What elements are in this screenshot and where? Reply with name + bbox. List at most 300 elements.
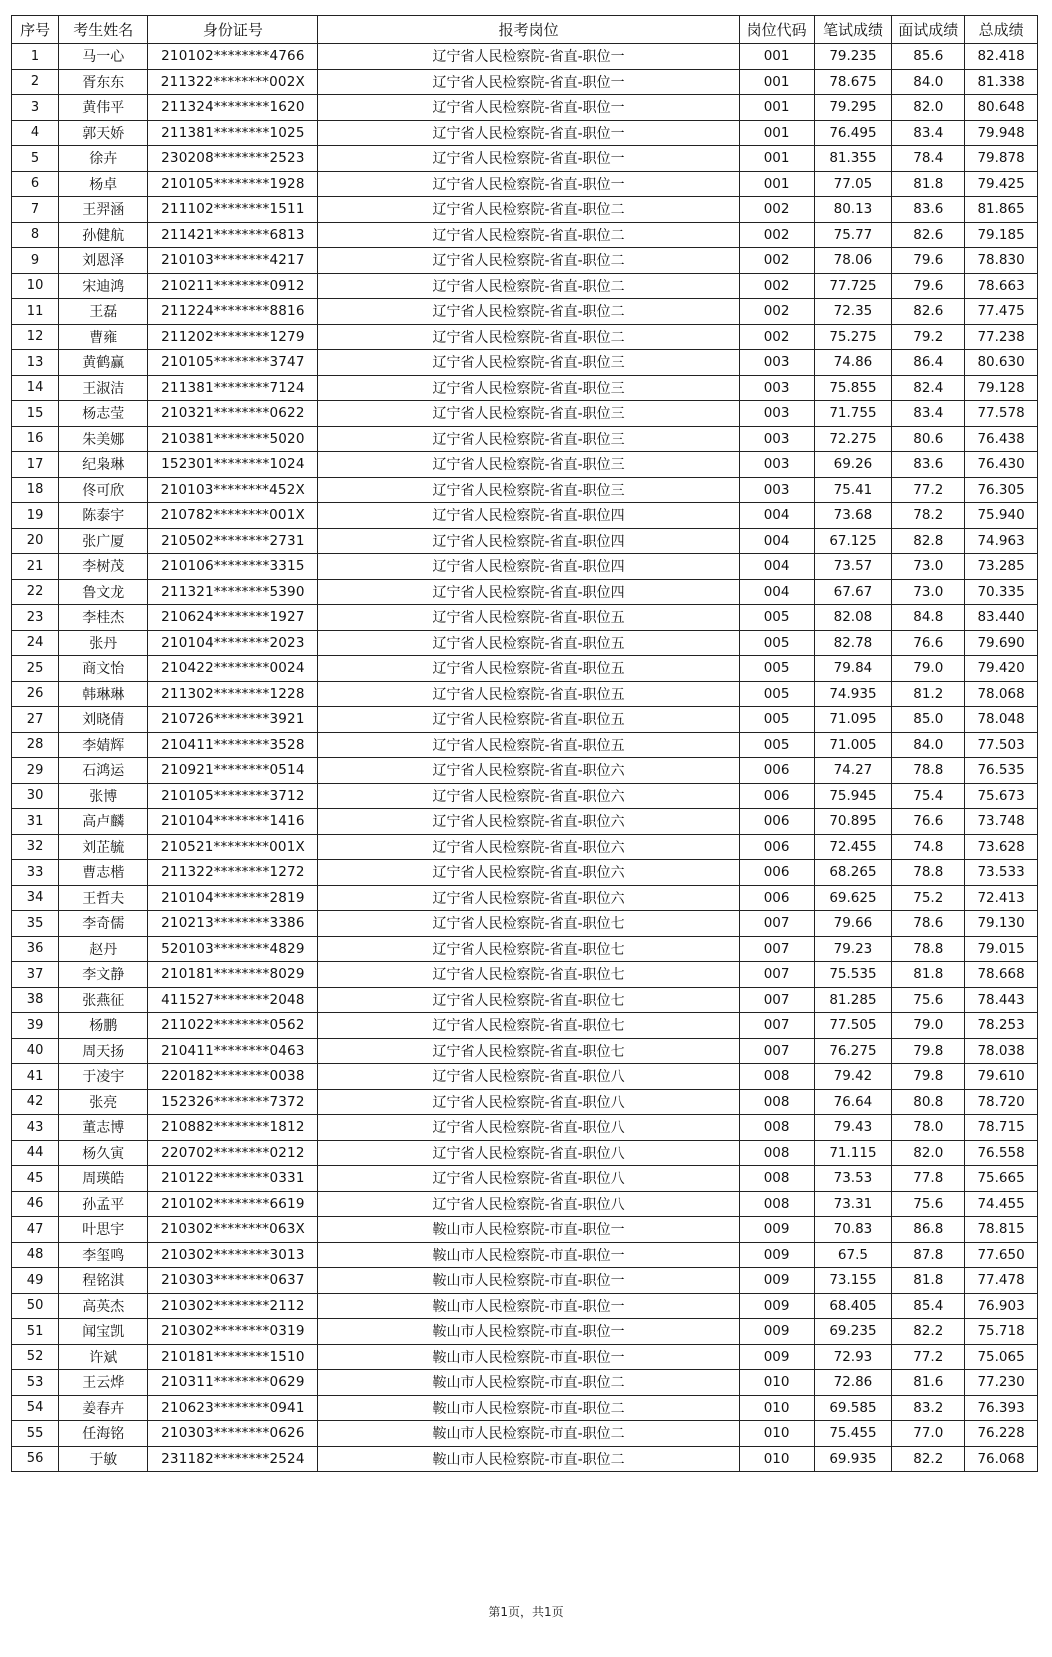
cell-position-code: 007 bbox=[739, 962, 814, 988]
table-row bbox=[12, 1013, 1038, 1039]
table-row bbox=[12, 1089, 1038, 1115]
cell-written-score: 79.42 bbox=[814, 1064, 892, 1090]
cell-total-score: 78.668 bbox=[965, 962, 1038, 988]
cell-id-number: 210103********452X bbox=[148, 477, 318, 503]
cell-position-code: 009 bbox=[739, 1268, 814, 1294]
cell-name: 李树茂 bbox=[59, 554, 148, 580]
cell-written-score: 72.275 bbox=[814, 426, 892, 452]
cell-total-score: 76.068 bbox=[965, 1446, 1038, 1472]
cell-id-number: 210104********1416 bbox=[148, 809, 318, 835]
score-table bbox=[11, 15, 1038, 1472]
table-body bbox=[12, 44, 1038, 1472]
cell-total-score: 77.503 bbox=[965, 732, 1038, 758]
table-row bbox=[12, 1446, 1038, 1472]
page-footer: 第1页，共1页 bbox=[488, 1605, 564, 1619]
cell-id-number: 210321********0622 bbox=[148, 401, 318, 427]
cell-position: 辽宁省人民检察院-省直-职位五 bbox=[318, 681, 739, 707]
cell-total-score: 73.533 bbox=[965, 860, 1038, 886]
cell-index: 55 bbox=[12, 1421, 59, 1447]
cell-written-score: 82.08 bbox=[814, 605, 892, 631]
cell-position: 辽宁省人民检察院-省直-职位七 bbox=[318, 936, 739, 962]
cell-index: 37 bbox=[12, 962, 59, 988]
cell-name: 杨久寅 bbox=[59, 1140, 148, 1166]
table-row bbox=[12, 248, 1038, 274]
cell-interview-score: 82.6 bbox=[892, 299, 965, 325]
cell-position: 辽宁省人民检察院-省直-职位六 bbox=[318, 809, 739, 835]
cell-name: 杨鹏 bbox=[59, 1013, 148, 1039]
cell-position: 辽宁省人民检察院-省直-职位一 bbox=[318, 146, 739, 172]
cell-written-score: 79.43 bbox=[814, 1115, 892, 1141]
cell-position: 辽宁省人民检察院-省直-职位七 bbox=[318, 962, 739, 988]
cell-position-code: 005 bbox=[739, 707, 814, 733]
cell-position: 鞍山市人民检察院-市直-职位一 bbox=[318, 1217, 739, 1243]
cell-written-score: 75.41 bbox=[814, 477, 892, 503]
cell-total-score: 80.648 bbox=[965, 95, 1038, 121]
cell-written-score: 73.68 bbox=[814, 503, 892, 529]
cell-name: 王磊 bbox=[59, 299, 148, 325]
cell-id-number: 210623********0941 bbox=[148, 1395, 318, 1421]
table-row bbox=[12, 1115, 1038, 1141]
cell-written-score: 69.585 bbox=[814, 1395, 892, 1421]
cell-position-code: 009 bbox=[739, 1217, 814, 1243]
cell-interview-score: 86.8 bbox=[892, 1217, 965, 1243]
cell-total-score: 79.690 bbox=[965, 630, 1038, 656]
cell-total-score: 76.438 bbox=[965, 426, 1038, 452]
cell-id-number: 211421********6813 bbox=[148, 222, 318, 248]
cell-total-score: 79.420 bbox=[965, 656, 1038, 682]
header-interview-score: 面试成绩 bbox=[892, 16, 965, 44]
cell-name: 佟可欣 bbox=[59, 477, 148, 503]
table-row bbox=[12, 1217, 1038, 1243]
cell-written-score: 79.23 bbox=[814, 936, 892, 962]
cell-index: 13 bbox=[12, 350, 59, 376]
cell-index: 17 bbox=[12, 452, 59, 478]
table-row bbox=[12, 962, 1038, 988]
cell-position: 鞍山市人民检察院-市直-职位二 bbox=[318, 1395, 739, 1421]
cell-written-score: 77.05 bbox=[814, 171, 892, 197]
cell-index: 50 bbox=[12, 1293, 59, 1319]
cell-total-score: 77.478 bbox=[965, 1268, 1038, 1294]
cell-name: 任海铭 bbox=[59, 1421, 148, 1447]
cell-name: 黄鹤赢 bbox=[59, 350, 148, 376]
cell-interview-score: 81.2 bbox=[892, 681, 965, 707]
cell-total-score: 82.418 bbox=[965, 44, 1038, 70]
cell-id-number: 210103********4217 bbox=[148, 248, 318, 274]
cell-id-number: 210381********5020 bbox=[148, 426, 318, 452]
cell-interview-score: 80.6 bbox=[892, 426, 965, 452]
cell-interview-score: 82.2 bbox=[892, 1446, 965, 1472]
cell-id-number: 210106********3315 bbox=[148, 554, 318, 580]
cell-name: 马一心 bbox=[59, 44, 148, 70]
cell-index: 8 bbox=[12, 222, 59, 248]
cell-index: 32 bbox=[12, 834, 59, 860]
cell-index: 1 bbox=[12, 44, 59, 70]
cell-name: 周瑛皓 bbox=[59, 1166, 148, 1192]
cell-position: 鞍山市人民检察院-市直-职位一 bbox=[318, 1293, 739, 1319]
cell-index: 20 bbox=[12, 528, 59, 554]
cell-position: 辽宁省人民检察院-省直-职位二 bbox=[318, 197, 739, 223]
cell-position: 辽宁省人民检察院-省直-职位七 bbox=[318, 1013, 739, 1039]
cell-total-score: 72.413 bbox=[965, 885, 1038, 911]
cell-position: 辽宁省人民检察院-省直-职位二 bbox=[318, 273, 739, 299]
cell-total-score: 78.048 bbox=[965, 707, 1038, 733]
cell-id-number: 210303********0637 bbox=[148, 1268, 318, 1294]
cell-interview-score: 83.6 bbox=[892, 452, 965, 478]
table-row bbox=[12, 426, 1038, 452]
cell-name: 于敏 bbox=[59, 1446, 148, 1472]
cell-position-code: 004 bbox=[739, 503, 814, 529]
header-id-number: 身份证号 bbox=[148, 16, 318, 44]
cell-name: 张博 bbox=[59, 783, 148, 809]
cell-index: 25 bbox=[12, 656, 59, 682]
cell-name: 李桂杰 bbox=[59, 605, 148, 631]
cell-name: 李奇儒 bbox=[59, 911, 148, 937]
cell-position: 辽宁省人民检察院-省直-职位三 bbox=[318, 477, 739, 503]
cell-position: 辽宁省人民检察院-省直-职位二 bbox=[318, 324, 739, 350]
cell-total-score: 73.748 bbox=[965, 809, 1038, 835]
cell-position-code: 006 bbox=[739, 834, 814, 860]
cell-position-code: 006 bbox=[739, 809, 814, 835]
cell-name: 李玺鸣 bbox=[59, 1242, 148, 1268]
cell-id-number: 210211********0912 bbox=[148, 273, 318, 299]
cell-name: 曹雍 bbox=[59, 324, 148, 350]
cell-total-score: 79.878 bbox=[965, 146, 1038, 172]
table-row bbox=[12, 987, 1038, 1013]
cell-id-number: 211381********1025 bbox=[148, 120, 318, 146]
cell-position: 辽宁省人民检察院-省直-职位八 bbox=[318, 1140, 739, 1166]
cell-interview-score: 84.0 bbox=[892, 732, 965, 758]
cell-total-score: 76.535 bbox=[965, 758, 1038, 784]
cell-index: 45 bbox=[12, 1166, 59, 1192]
cell-interview-score: 75.6 bbox=[892, 1191, 965, 1217]
cell-interview-score: 79.8 bbox=[892, 1038, 965, 1064]
table-row bbox=[12, 1140, 1038, 1166]
table-row bbox=[12, 222, 1038, 248]
cell-position-code: 010 bbox=[739, 1446, 814, 1472]
header-index: 序号 bbox=[12, 16, 59, 44]
cell-interview-score: 79.2 bbox=[892, 324, 965, 350]
cell-interview-score: 77.0 bbox=[892, 1421, 965, 1447]
cell-name: 杨卓 bbox=[59, 171, 148, 197]
cell-index: 43 bbox=[12, 1115, 59, 1141]
cell-id-number: 210411********3528 bbox=[148, 732, 318, 758]
cell-position: 辽宁省人民检察院-省直-职位八 bbox=[318, 1064, 739, 1090]
table-row bbox=[12, 605, 1038, 631]
cell-total-score: 74.963 bbox=[965, 528, 1038, 554]
cell-total-score: 77.475 bbox=[965, 299, 1038, 325]
cell-index: 19 bbox=[12, 503, 59, 529]
cell-interview-score: 84.8 bbox=[892, 605, 965, 631]
cell-name: 刘恩泽 bbox=[59, 248, 148, 274]
cell-interview-score: 73.0 bbox=[892, 579, 965, 605]
table-row bbox=[12, 350, 1038, 376]
table-row bbox=[12, 630, 1038, 656]
cell-position: 辽宁省人民检察院-省直-职位五 bbox=[318, 707, 739, 733]
table-row bbox=[12, 375, 1038, 401]
cell-position: 辽宁省人民检察院-省直-职位四 bbox=[318, 554, 739, 580]
cell-written-score: 75.275 bbox=[814, 324, 892, 350]
table-row bbox=[12, 1166, 1038, 1192]
cell-id-number: 211381********7124 bbox=[148, 375, 318, 401]
header-position-code: 岗位代码 bbox=[739, 16, 814, 44]
cell-position: 辽宁省人民检察院-省直-职位一 bbox=[318, 95, 739, 121]
cell-position-code: 006 bbox=[739, 783, 814, 809]
cell-total-score: 77.578 bbox=[965, 401, 1038, 427]
cell-index: 53 bbox=[12, 1370, 59, 1396]
cell-interview-score: 82.0 bbox=[892, 1140, 965, 1166]
cell-position-code: 010 bbox=[739, 1421, 814, 1447]
cell-index: 40 bbox=[12, 1038, 59, 1064]
cell-total-score: 78.720 bbox=[965, 1089, 1038, 1115]
cell-interview-score: 78.8 bbox=[892, 860, 965, 886]
cell-index: 14 bbox=[12, 375, 59, 401]
cell-position: 辽宁省人民检察院-省直-职位一 bbox=[318, 120, 739, 146]
cell-index: 54 bbox=[12, 1395, 59, 1421]
cell-interview-score: 75.2 bbox=[892, 885, 965, 911]
cell-id-number: 210104********2023 bbox=[148, 630, 318, 656]
cell-written-score: 71.005 bbox=[814, 732, 892, 758]
cell-position-code: 003 bbox=[739, 401, 814, 427]
cell-name: 张丹 bbox=[59, 630, 148, 656]
cell-interview-score: 86.4 bbox=[892, 350, 965, 376]
cell-position: 辽宁省人民检察院-省直-职位五 bbox=[318, 605, 739, 631]
table-row bbox=[12, 885, 1038, 911]
cell-position-code: 003 bbox=[739, 375, 814, 401]
cell-id-number: 210302********2112 bbox=[148, 1293, 318, 1319]
cell-written-score: 75.855 bbox=[814, 375, 892, 401]
cell-total-score: 70.335 bbox=[965, 579, 1038, 605]
cell-position-code: 007 bbox=[739, 1038, 814, 1064]
cell-position-code: 001 bbox=[739, 95, 814, 121]
cell-written-score: 69.26 bbox=[814, 452, 892, 478]
cell-total-score: 78.253 bbox=[965, 1013, 1038, 1039]
cell-position-code: 009 bbox=[739, 1242, 814, 1268]
cell-written-score: 73.53 bbox=[814, 1166, 892, 1192]
cell-name: 赵丹 bbox=[59, 936, 148, 962]
table-row bbox=[12, 1395, 1038, 1421]
cell-name: 刘芷毓 bbox=[59, 834, 148, 860]
cell-written-score: 79.84 bbox=[814, 656, 892, 682]
cell-written-score: 67.5 bbox=[814, 1242, 892, 1268]
cell-id-number: 210411********0463 bbox=[148, 1038, 318, 1064]
cell-id-number: 152301********1024 bbox=[148, 452, 318, 478]
cell-total-score: 78.443 bbox=[965, 987, 1038, 1013]
cell-name: 王淑洁 bbox=[59, 375, 148, 401]
cell-position: 辽宁省人民检察院-省直-职位八 bbox=[318, 1191, 739, 1217]
cell-position: 辽宁省人民检察院-省直-职位六 bbox=[318, 885, 739, 911]
cell-index: 30 bbox=[12, 783, 59, 809]
cell-index: 49 bbox=[12, 1268, 59, 1294]
cell-written-score: 73.31 bbox=[814, 1191, 892, 1217]
cell-name: 鲁文龙 bbox=[59, 579, 148, 605]
cell-index: 24 bbox=[12, 630, 59, 656]
cell-id-number: 210624********1927 bbox=[148, 605, 318, 631]
cell-total-score: 76.393 bbox=[965, 1395, 1038, 1421]
table-row bbox=[12, 1370, 1038, 1396]
cell-id-number: 210102********6619 bbox=[148, 1191, 318, 1217]
cell-interview-score: 78.6 bbox=[892, 911, 965, 937]
cell-written-score: 77.725 bbox=[814, 273, 892, 299]
cell-name: 程铭淇 bbox=[59, 1268, 148, 1294]
cell-total-score: 79.425 bbox=[965, 171, 1038, 197]
cell-interview-score: 77.8 bbox=[892, 1166, 965, 1192]
cell-position-code: 007 bbox=[739, 936, 814, 962]
cell-position-code: 002 bbox=[739, 222, 814, 248]
cell-position: 鞍山市人民检察院-市直-职位二 bbox=[318, 1370, 739, 1396]
cell-position-code: 010 bbox=[739, 1395, 814, 1421]
cell-position-code: 006 bbox=[739, 758, 814, 784]
cell-interview-score: 81.8 bbox=[892, 171, 965, 197]
table-row bbox=[12, 707, 1038, 733]
cell-id-number: 220702********0212 bbox=[148, 1140, 318, 1166]
header-position: 报考岗位 bbox=[318, 16, 739, 44]
table-row bbox=[12, 401, 1038, 427]
table-row bbox=[12, 452, 1038, 478]
cell-position-code: 006 bbox=[739, 885, 814, 911]
cell-interview-score: 79.6 bbox=[892, 273, 965, 299]
cell-position-code: 007 bbox=[739, 911, 814, 937]
cell-name: 陈泰宇 bbox=[59, 503, 148, 529]
cell-written-score: 82.78 bbox=[814, 630, 892, 656]
cell-id-number: 210921********0514 bbox=[148, 758, 318, 784]
cell-total-score: 78.068 bbox=[965, 681, 1038, 707]
cell-id-number: 210105********3712 bbox=[148, 783, 318, 809]
cell-total-score: 76.903 bbox=[965, 1293, 1038, 1319]
table-row bbox=[12, 44, 1038, 70]
cell-written-score: 71.095 bbox=[814, 707, 892, 733]
cell-total-score: 78.830 bbox=[965, 248, 1038, 274]
cell-name: 曹志楷 bbox=[59, 860, 148, 886]
cell-interview-score: 82.8 bbox=[892, 528, 965, 554]
cell-id-number: 210782********001X bbox=[148, 503, 318, 529]
cell-position-code: 008 bbox=[739, 1089, 814, 1115]
cell-name: 纪枭琳 bbox=[59, 452, 148, 478]
cell-position: 辽宁省人民检察院-省直-职位二 bbox=[318, 299, 739, 325]
cell-interview-score: 78.2 bbox=[892, 503, 965, 529]
cell-index: 31 bbox=[12, 809, 59, 835]
cell-interview-score: 83.4 bbox=[892, 120, 965, 146]
cell-written-score: 81.285 bbox=[814, 987, 892, 1013]
cell-position: 辽宁省人民检察院-省直-职位六 bbox=[318, 783, 739, 809]
cell-id-number: 210311********0629 bbox=[148, 1370, 318, 1396]
cell-total-score: 73.628 bbox=[965, 834, 1038, 860]
cell-position: 辽宁省人民检察院-省直-职位四 bbox=[318, 528, 739, 554]
cell-index: 33 bbox=[12, 860, 59, 886]
cell-interview-score: 79.0 bbox=[892, 656, 965, 682]
cell-interview-score: 84.0 bbox=[892, 69, 965, 95]
table-row bbox=[12, 197, 1038, 223]
cell-index: 11 bbox=[12, 299, 59, 325]
cell-index: 29 bbox=[12, 758, 59, 784]
cell-interview-score: 74.8 bbox=[892, 834, 965, 860]
cell-name: 胥东东 bbox=[59, 69, 148, 95]
table-row bbox=[12, 579, 1038, 605]
cell-id-number: 210105********3747 bbox=[148, 350, 318, 376]
cell-interview-score: 81.8 bbox=[892, 962, 965, 988]
cell-name: 孙孟平 bbox=[59, 1191, 148, 1217]
cell-interview-score: 87.8 bbox=[892, 1242, 965, 1268]
cell-position: 辽宁省人民检察院-省直-职位四 bbox=[318, 579, 739, 605]
cell-id-number: 231182********2524 bbox=[148, 1446, 318, 1472]
cell-index: 21 bbox=[12, 554, 59, 580]
table-row bbox=[12, 503, 1038, 529]
cell-total-score: 75.065 bbox=[965, 1344, 1038, 1370]
cell-id-number: 211202********1279 bbox=[148, 324, 318, 350]
cell-name: 张亮 bbox=[59, 1089, 148, 1115]
cell-index: 34 bbox=[12, 885, 59, 911]
cell-position-code: 006 bbox=[739, 860, 814, 886]
cell-id-number: 220182********0038 bbox=[148, 1064, 318, 1090]
cell-total-score: 83.440 bbox=[965, 605, 1038, 631]
cell-name: 宋迪鸿 bbox=[59, 273, 148, 299]
cell-position-code: 001 bbox=[739, 171, 814, 197]
table-row bbox=[12, 95, 1038, 121]
cell-written-score: 72.455 bbox=[814, 834, 892, 860]
cell-interview-score: 83.4 bbox=[892, 401, 965, 427]
cell-written-score: 75.945 bbox=[814, 783, 892, 809]
cell-written-score: 73.57 bbox=[814, 554, 892, 580]
cell-position-code: 007 bbox=[739, 987, 814, 1013]
table-row bbox=[12, 120, 1038, 146]
cell-written-score: 80.13 bbox=[814, 197, 892, 223]
cell-position: 辽宁省人民检察院-省直-职位三 bbox=[318, 452, 739, 478]
cell-id-number: 210105********1928 bbox=[148, 171, 318, 197]
cell-total-score: 77.230 bbox=[965, 1370, 1038, 1396]
cell-id-number: 210502********2731 bbox=[148, 528, 318, 554]
cell-interview-score: 78.8 bbox=[892, 758, 965, 784]
cell-position-code: 001 bbox=[739, 120, 814, 146]
cell-position-code: 004 bbox=[739, 554, 814, 580]
cell-written-score: 77.505 bbox=[814, 1013, 892, 1039]
cell-id-number: 211102********1511 bbox=[148, 197, 318, 223]
cell-id-number: 210302********063X bbox=[148, 1217, 318, 1243]
cell-total-score: 76.558 bbox=[965, 1140, 1038, 1166]
table-row bbox=[12, 477, 1038, 503]
cell-written-score: 78.675 bbox=[814, 69, 892, 95]
cell-position-code: 008 bbox=[739, 1115, 814, 1141]
table-row bbox=[12, 171, 1038, 197]
cell-index: 6 bbox=[12, 171, 59, 197]
cell-written-score: 68.405 bbox=[814, 1293, 892, 1319]
cell-position-code: 002 bbox=[739, 248, 814, 274]
cell-index: 35 bbox=[12, 911, 59, 937]
cell-total-score: 75.673 bbox=[965, 783, 1038, 809]
cell-name: 徐卉 bbox=[59, 146, 148, 172]
cell-interview-score: 85.0 bbox=[892, 707, 965, 733]
cell-name: 张燕征 bbox=[59, 987, 148, 1013]
cell-id-number: 411527********2048 bbox=[148, 987, 318, 1013]
cell-written-score: 79.66 bbox=[814, 911, 892, 937]
cell-position: 辽宁省人民检察院-省直-职位七 bbox=[318, 987, 739, 1013]
cell-index: 56 bbox=[12, 1446, 59, 1472]
cell-index: 26 bbox=[12, 681, 59, 707]
cell-written-score: 74.935 bbox=[814, 681, 892, 707]
cell-interview-score: 81.6 bbox=[892, 1370, 965, 1396]
cell-name: 黄伟平 bbox=[59, 95, 148, 121]
cell-written-score: 68.265 bbox=[814, 860, 892, 886]
cell-index: 16 bbox=[12, 426, 59, 452]
cell-total-score: 79.128 bbox=[965, 375, 1038, 401]
cell-interview-score: 82.6 bbox=[892, 222, 965, 248]
header-written-score: 笔试成绩 bbox=[814, 16, 892, 44]
cell-interview-score: 80.8 bbox=[892, 1089, 965, 1115]
table-row bbox=[12, 758, 1038, 784]
table-row bbox=[12, 1268, 1038, 1294]
table-row bbox=[12, 324, 1038, 350]
cell-id-number: 152326********7372 bbox=[148, 1089, 318, 1115]
table-row bbox=[12, 783, 1038, 809]
cell-position: 辽宁省人民检察院-省直-职位八 bbox=[318, 1166, 739, 1192]
